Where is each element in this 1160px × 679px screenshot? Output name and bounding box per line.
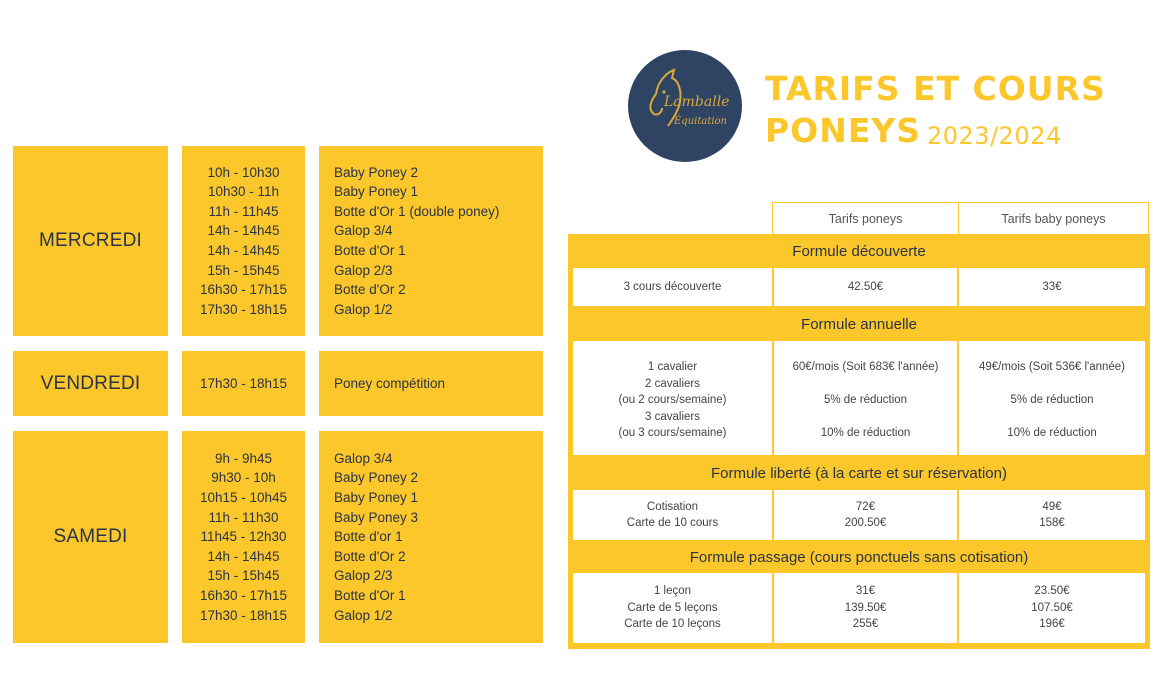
day-samedi: SAMEDI: [13, 431, 168, 643]
club-logo: [628, 50, 742, 162]
decouverte-poneys: [774, 268, 957, 306]
liberte-label-item: Carte de 10 cours: [626, 517, 719, 529]
liberte-label-item: Cotisation: [646, 500, 699, 513]
passage-label-item: 1 leçon: [653, 585, 692, 598]
decouverte-label-item: 3 cours découverte: [623, 280, 722, 293]
passage-baby: [959, 573, 1145, 643]
decouverte-baby: [959, 268, 1145, 306]
annuelle-baby-item: [1050, 376, 1053, 393]
courses-samedi: [319, 431, 543, 643]
times-vendredi: [182, 351, 305, 416]
annuelle-label-item: 1 cavalier: [647, 361, 698, 373]
liberte-baby-item: 158€: [1039, 517, 1065, 529]
times-mercredi-item: 17h30 - 18h15: [199, 301, 288, 317]
times-samedi-item: 11h - 11h30: [208, 509, 279, 525]
courses-mercredi-item: Baby Poney 1: [334, 184, 419, 200]
annuelle-label-item: (ou 3 cours/semaine): [618, 427, 727, 439]
section-passage: Formule passage (cours ponctuels sans cotisation): [689, 548, 1029, 566]
annuelle-poneys-item: 10% de réduction: [820, 427, 911, 439]
title-line1: TARIFS ET COURS: [765, 69, 1106, 108]
times-samedi-item: 14h - 14h45: [207, 548, 280, 564]
times-samedi-item: 9h - 9h45: [214, 450, 273, 466]
times-mercredi: [182, 146, 305, 336]
times-samedi-item: 17h30 - 18h15: [199, 607, 288, 623]
courses-samedi-item: Galop 1/2: [334, 607, 393, 623]
times-samedi-item: 15h - 15h45: [207, 568, 280, 584]
section-liberte: Formule liberté (à la carte et sur réservation): [711, 464, 1007, 482]
annuelle-baby: [959, 341, 1145, 455]
col-header-poneys: Tarifs poneys: [772, 202, 959, 234]
times-samedi-item: 16h30 - 17h15: [199, 587, 288, 603]
courses-vendredi: [319, 351, 543, 416]
annuelle-baby-item: [1050, 409, 1053, 426]
times-samedi-item: 9h30 - 10h: [211, 470, 276, 486]
times-samedi-item: 10h15 - 10h45: [199, 490, 288, 506]
annuelle-baby-item: 5% de réduction: [1010, 394, 1094, 406]
courses-samedi-item: Botte d'Or 2: [334, 548, 406, 564]
liberte-poneys-item: 72€: [855, 500, 876, 513]
passage-label: [573, 573, 772, 643]
times-mercredi-item: 14h - 14h45: [207, 243, 280, 258]
decouverte-baby-item: 33€: [1042, 280, 1062, 293]
times-mercredi-item: 16h30 - 17h15: [199, 282, 288, 298]
courses-samedi-item: Baby Poney 1: [334, 490, 419, 506]
passage-poneys-item: 139.50€: [844, 601, 887, 614]
passage-label-item: Carte de 5 leçons: [627, 601, 718, 614]
courses-vendredi-item: Poney compétition: [334, 375, 446, 391]
courses-mercredi-item: Galop 3/4: [334, 223, 393, 239]
col-header-baby: Tarifs baby poneys: [958, 202, 1149, 234]
courses-samedi-item: Botte d'or 1: [334, 529, 403, 545]
courses-mercredi-item: Baby Poney 2: [334, 164, 419, 180]
annuelle-poneys-item: 5% de réduction: [823, 394, 908, 406]
season-year: 2023/2024: [927, 122, 1062, 150]
courses-mercredi-item: Botte d'Or 1: [334, 243, 406, 258]
liberte-poneys-item: 200.50€: [844, 517, 887, 529]
annuelle-poneys: [774, 341, 957, 455]
courses-samedi-item: Galop 3/4: [334, 450, 393, 466]
times-samedi: [182, 431, 305, 643]
section-decouverte: Formule découverte: [792, 242, 926, 260]
liberte-baby-item: 49€: [1042, 500, 1062, 513]
passage-poneys: [774, 573, 957, 643]
annuelle-label-item: 2 cavaliers: [645, 377, 700, 390]
courses-samedi-item: Baby Poney 2: [334, 470, 419, 486]
liberte-poneys: [774, 490, 957, 540]
annuelle-poneys-item: 60€/mois (Soit 683€ l'année): [792, 361, 939, 373]
passage-poneys-item: 255€: [852, 618, 879, 631]
logo-text-line2: Équitation: [674, 116, 727, 127]
times-mercredi-item: 10h30 - 11h: [207, 184, 280, 200]
times-samedi-item: 11h45 - 12h30: [200, 529, 287, 545]
passage-label-item: Carte de 10 leçons: [624, 618, 721, 631]
annuelle-label-item: 3 cavaliers: [645, 410, 700, 423]
passage-poneys-item: 31€: [855, 585, 876, 598]
logo-text-line1: Lamballe: [664, 94, 730, 110]
title-line2: PONEYS: [765, 111, 922, 150]
times-vendredi-item: 17h30 - 18h15: [199, 375, 288, 391]
times-mercredi-item: 14h - 14h45: [207, 223, 280, 239]
decouverte-poneys-item: 42.50€: [847, 280, 884, 293]
day-mercredi: MERCREDI: [13, 146, 168, 336]
courses-mercredi-item: Galop 1/2: [334, 301, 393, 317]
passage-baby-item: 196€: [1039, 618, 1065, 631]
annuelle-baby-item: 49€/mois (Soit 536€ l'année): [978, 361, 1126, 373]
annuelle-baby-item: 10% de réduction: [1007, 427, 1097, 439]
liberte-label: [573, 490, 772, 540]
annuelle-poneys-item: [864, 376, 867, 393]
liberte-baby: [959, 490, 1145, 540]
courses-samedi-item: Botte d'Or 1: [334, 587, 406, 603]
decouverte-label: [573, 268, 772, 306]
courses-mercredi-item: Botte d'Or 1 (double poney): [334, 203, 500, 219]
times-mercredi-item: 15h - 15h45: [207, 262, 280, 278]
annuelle-poneys-item: [864, 409, 867, 426]
courses-mercredi-item: Botte d'Or 2: [334, 282, 406, 298]
passage-baby-item: 23.50€: [1034, 585, 1070, 598]
courses-mercredi: [319, 146, 543, 336]
annuelle-label: [573, 341, 772, 455]
annuelle-label-item: (ou 2 cours/semaine): [618, 394, 727, 406]
courses-mercredi-item: Galop 2/3: [334, 262, 393, 278]
times-mercredi-item: 11h - 11h45: [208, 203, 279, 219]
courses-samedi-item: Galop 2/3: [334, 568, 393, 584]
section-annuelle: Formule annuelle: [801, 315, 917, 333]
day-vendredi: VENDREDI: [13, 351, 168, 416]
times-mercredi-item: 10h - 10h30: [207, 164, 280, 180]
courses-samedi-item: Baby Poney 3: [334, 509, 419, 525]
passage-baby-item: 107.50€: [1031, 601, 1073, 614]
